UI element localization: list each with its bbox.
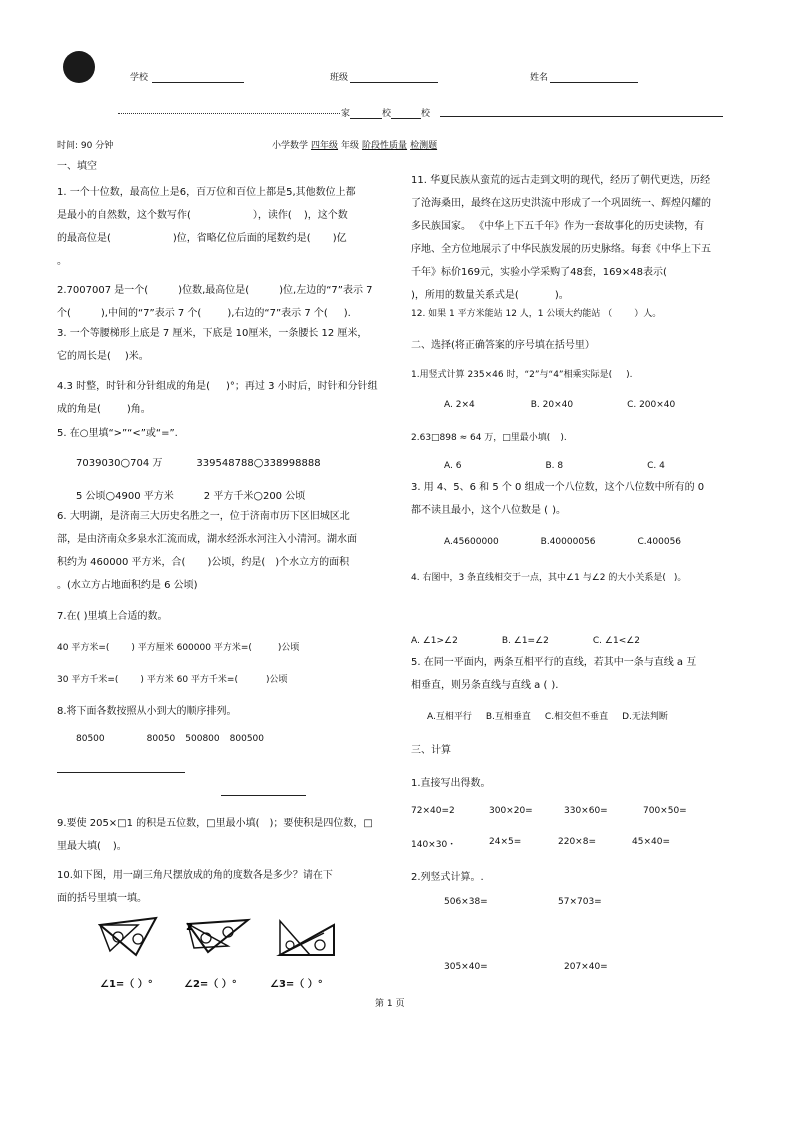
c4-options [411,636,640,646]
c2-option-b[interactable]: B. 8 [545,461,564,471]
q11-t: )，所用的数量关系式是( [411,290,519,301]
q9-t: 9.要使 205×□1 的积是五位数，□里最小填( [57,818,260,829]
q10-figure-3 [276,915,338,959]
c3-option-b[interactable]: B.40000056 [540,537,596,547]
q3-line1: 3. 一个等腰梯形上底是 7 厘米，下底是 10厘米，一条腰长 12 厘米， [57,328,368,339]
c4-option-c[interactable]: C. ∠1<∠2 [592,636,641,646]
c3-line1: 3. 用 4、5、6 和 5 个 0 组成一个八位数，这个八位数中所有的 0 [411,482,705,493]
class-label: 班级 [330,73,349,83]
c2-option-c[interactable]: C. 4 [647,461,665,471]
q9 [57,812,373,858]
c4-option-a[interactable]: A. ∠1>∠2 [411,636,458,646]
c1-t: ). [626,370,633,380]
q4-t: )角。 [126,404,151,415]
c1 [411,367,632,380]
section1-heading: 一、填空 [57,161,97,172]
seal-jia: 家 [341,109,351,119]
calc1-title: 1.直接写出得数。 [411,778,491,789]
q7-t: ) 平方厘米 600000 平方米=( [131,643,252,653]
q1-line1: 1. 一个十位数，最高位上是6，百万位和百位上都是5,其他数位上都 [57,187,356,198]
q3-t: 它的周长是( [57,351,111,362]
title-grade: 四年级 [311,141,339,151]
q12-t: 12. 如果 1 平方米能站 12 人，1 公顷大约能站 （ [411,309,613,319]
c3-t: )。 [552,505,566,516]
q5-t: 339548788 [196,458,254,469]
c5-line1: 5. 在同一平面内，两条互相平行的直线，若其中一条与直线 a 互 [411,657,697,668]
q10-figure-2 [184,910,254,956]
q9-t: )；要使积是四位数，□ [269,818,373,829]
name-label: 姓名 [530,73,549,83]
q8-num: 80500 [76,734,105,744]
calc1-item: 24×5= [489,837,522,847]
q1-t: 是最小的自然数，这个数写作( [57,210,191,221]
school-field [130,70,244,83]
calc1-item: 140×30・ [411,840,457,850]
c5-option-b[interactable]: B.互相垂直 [485,712,531,722]
q8-numbers [76,734,264,744]
svg-text:2: 2 [186,922,193,933]
q6 [57,505,357,597]
seal-line [341,106,430,119]
calc1-item: 300×20= [489,806,533,816]
q2-t: 2.7007007 是一个( [57,285,149,296]
calc1-item: 45×40= [632,837,670,847]
c3-option-a[interactable]: A.45600000 [444,537,499,547]
q10-line2: 面的括号里填一填。 [57,893,147,904]
q11-line: 多民族国家。 《中华上下五千年》作为一套故事化的历史读物，有 [411,221,705,232]
seal-xiao1: 校 [382,109,392,119]
calc2-item: 506×38= [444,897,488,907]
q11-line: 序地、全方位地展示了中华民族发展的历史脉络。每套《中华上下五 [411,244,711,255]
c2-t: ). [560,433,567,443]
q7-t: )公顷 [265,675,288,685]
q4-t: )°；再过 3 小时后，时针和分针组 [225,381,378,392]
c5-t: ). [551,680,559,691]
q11-t: )。 [554,290,569,301]
c2-options [444,461,665,471]
angle1-answer: ∠1=（ ）° [100,979,153,990]
q12 [411,306,661,319]
q8-title: 8.将下面各数按照从小到大的顺序排列。 [57,706,237,717]
q1-t: )，这个数 [303,210,348,221]
calc1-item: 72×40=2 [411,806,455,816]
c3-options [444,537,681,547]
q10-figure-1 [98,915,162,957]
class-field [330,70,438,83]
q7-row1 [57,640,299,653]
q6-line1: 6. 大明湖，是济南三大历史名胜之一，位于济南市历下区旧城区北 [57,511,350,522]
q2-t: )位,左边的“7”表示 7 [279,285,373,296]
c3 [411,476,704,522]
q1 [57,181,356,273]
q7-t: ) 平方米 60 平方千米=( [140,675,238,685]
c1-options [444,400,675,410]
c2 [411,430,567,443]
c1-option-c[interactable]: C. 200×40 [627,400,676,410]
angle2-answer: ∠2=（ ）° [184,979,237,990]
q1-line3 [57,227,356,250]
q4-t: 4.3 时整，时针和分针组成的角是( [57,381,210,392]
q7-t: 30 平方千米=( [57,675,119,685]
c3-t: 都不读且最小，这个八位数是 ( [411,505,549,516]
seal-xiao2: 校 [421,109,431,119]
q4 [57,375,378,421]
q1-line4: 。 [57,256,67,267]
q8-num: 500800 [185,734,220,744]
calc2-item: 57×703= [558,897,602,907]
q8-num: 800500 [229,734,264,744]
q6-line2: 部，是由济南众多泉水汇流而成，湖水经泺水河注入小清河。湖水面 [57,534,357,545]
title-test: 检测题 [410,141,438,151]
q9-t: 里最大填( [57,841,101,852]
q4-t: 成的角是( [57,404,101,415]
q5-t: 7039030 [76,458,121,469]
angle3-answer: ∠3=（ ）° [270,979,323,990]
c4-t: 4. 右图中，3 条直线相交于一点，其中∠1 与∠2 的大小关系是( [411,573,666,583]
q7-t: 40 平方米=( [57,643,110,653]
q7-row2 [57,672,288,685]
q5-t: 4900 平方米 [115,491,174,502]
c1-option-b[interactable]: B. 20×40 [530,400,574,410]
school-logo [63,51,95,83]
section2-heading: 二、选择(将正确答案的序号填在括号里） [411,340,595,351]
q5-title: 5. 在○里填“>”“<”或“=”. [57,428,178,439]
q3-t: )米。 [124,351,149,362]
q2-t: ),右边的“7”表示 7 个( [227,308,328,319]
q10 [57,864,333,910]
q5-t: 338998888 [263,458,321,469]
section3-heading: 三、计算 [411,745,451,756]
title-stage: 阶段性质量 [362,141,408,151]
q8-answer-line2 [221,795,306,796]
c4 [411,570,686,583]
q9-t: )。 [112,841,127,852]
page-number: 第 1 页 [375,999,405,1009]
c5-option-c[interactable]: C.相交但不垂直 [544,712,609,722]
q6-t: 积约为 460000 平方米，合( [57,557,186,568]
q11-line: 11. 华夏民族从蛮荒的远古走到文明的现代，经历了朝代更迭，历经 [411,175,711,186]
c4-option-b[interactable]: B. ∠1=∠2 [501,636,549,646]
q11-line: 了沧海桑田，最终在这历史洪流中形成了一个巩固统一、辉煌闪耀的 [411,198,711,209]
name-field [530,70,638,83]
calc2-item: 305×40= [444,962,488,972]
q2-t: )位数,最高位是( [178,285,250,296]
title-part: 年级 [341,141,360,151]
calc1-item: 330×60= [564,806,608,816]
q1-t: ），读作( [252,210,292,221]
q12-t: ）人。 [634,309,662,319]
q1-t: )位，省略亿位后面的尾数约是( [172,233,311,244]
seal-dotted-line [118,113,340,114]
q3 [57,322,367,368]
c5-t: 相垂直，则另条直线与直线 a ( [411,680,548,691]
q5-t: 200 公顷 [262,491,306,502]
q8-answer-line1 [57,772,185,773]
q11 [411,169,711,307]
q5-t: 704 万 [130,458,163,469]
q5-t: 2 平方千米 [203,491,254,502]
c3-option-c[interactable]: C.400056 [637,537,682,547]
q5-row2: 5 公顷○4900 平方米 2 平方千米○200 公顷 [76,489,306,502]
calc2-item: 207×40= [564,962,608,972]
q2-t: ). [343,308,351,319]
q7-t: )公顷 [277,643,300,653]
c1-t: 1.用竖式计算 235×46 时，“2”与“4”相乘实际是( [411,370,613,380]
q11-t: 千年》标价169元，实验小学采购了48套，169×48表示( [411,267,667,278]
calc2-title: 2.列竖式计算。. [411,872,484,883]
exam-title [272,138,437,151]
q10-line1: 10.如下图，用一副三角尺摆放成的角的度数各是多少？请在下 [57,870,333,881]
q6-t: )公顷，约是( [207,557,266,568]
q2-t: ),中间的“7”表示 7 个( [100,308,202,319]
seal-rule [440,116,723,117]
q7-title: 7.在( )里填上合适的数。 [57,611,168,622]
q5-t: 5 公顷 [76,491,106,502]
q6-t: )个水立方的面积 [275,557,350,568]
title-part: 小学数学 [272,141,309,151]
c4-t: )。 [673,573,687,583]
q6-line4: 。(水立方占地面积约是 6 公顷) [57,580,198,591]
c1-option-a[interactable]: A. 2×4 [444,400,475,410]
school-label: 学校 [130,73,149,83]
calc1-item: 220×8= [558,837,596,847]
c5 [411,651,696,697]
c5-option-a[interactable]: A.互相平行 [427,712,472,722]
q2 [57,279,373,325]
q1-line2 [57,204,356,227]
c2-t: 2.63□898 ≈ 64 万，□里最小填( [411,433,551,443]
c2-option-a[interactable]: A. 6 [444,461,462,471]
q8-num: 80050 [146,734,176,744]
c5-option-d[interactable]: D.无法判断 [622,712,668,722]
exam-time: 时间: 90 分钟 [57,141,114,151]
q2-t: 个( [57,308,71,319]
q5-row1: 7039030○704 万 339548788○338998888 [76,456,321,469]
q1-t: )亿 [332,233,347,244]
c5-options [427,709,668,722]
q1-t: 的最高位是( [57,233,111,244]
calc1-item: 700×50= [643,806,687,816]
